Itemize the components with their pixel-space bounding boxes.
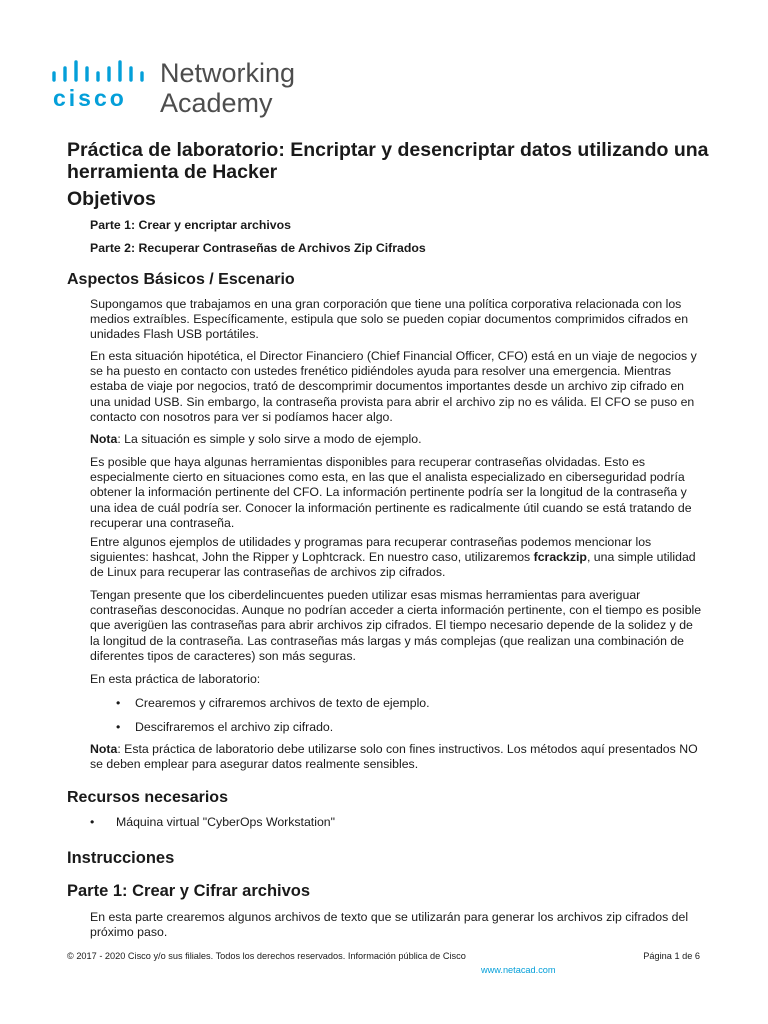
paragraph: En esta situación hipotética, el Director Financiero (Chief Financial Officer, CFO) está en un viaje de negocios y se ha puesto en contacto con ustedes frenético pidiéndoles ayuda para resolver una emergencia. Mientras estaba de viaje por negocios, trató de descomprimir documentos importantes desde un archivo zip cifrado en una unidad USB. Sin embargo, la contraseña provista para abrir el archivo zip no es válida. El CFO se puso en contacto con nosotros para ver si podíamos hacer algo. <box>90 349 697 424</box>
objectives-heading: Objetivos <box>67 188 156 210</box>
cisco-wordmark: cisco <box>53 85 127 111</box>
part1-heading: Parte 1: Crear y Cifrar archivos <box>67 882 311 900</box>
bullet-icon: • <box>116 696 121 710</box>
list-item-text: Crearemos y cifraremos archivos de texto de ejemplo. <box>135 696 430 710</box>
paragraph: Supongamos que trabajamos en una gran corporación que tiene una política corporativa relacionada con los medios extraíbles. Específicamente, estipula que solo se pueden copiar documentos comprimidos cifrados en unidades Flash USB portátiles. <box>90 297 689 342</box>
paragraph: Tengan presente que los ciberdelincuentes pueden utilizar esas mismas herramientas para averiguar contraseñas desconocidas. Aunque no podrían acceder a cierta información pertinente, con el tiempo es posible que averigüen las contraseñas para abrir archivos zip cifrados. El tiempo necesario depende de la solidez y de la longitud de la contraseña. Las contraseñas más largas y más complejas (que realizan una combinación de diferentes tipos de caracteres) son más seguras. <box>90 588 702 663</box>
cisco-bars-icon <box>52 60 148 82</box>
paragraph: En esta parte crearemos algunos archivos de texto que se utilizarán para generar los archivos zip cifrados del próximo paso. <box>90 910 689 940</box>
logo-academy-text: Academy <box>160 88 273 118</box>
footer-website-link[interactable]: www.netacad.com <box>481 965 556 975</box>
note-paragraph <box>90 742 702 772</box>
background-heading: Aspectos Básicos / Escenario <box>67 271 295 288</box>
objective-item: Parte 1: Crear y encriptar archivos <box>90 218 291 232</box>
note-label: Nota <box>90 742 118 756</box>
footer-page-number: Página 1 de 6 <box>643 951 700 961</box>
page-title: Práctica de laboratorio: Encriptar y desencriptar datos utilizando una herramienta de Hacker <box>67 139 709 183</box>
tool-name: fcrackzip <box>533 550 587 565</box>
paragraph <box>90 535 702 581</box>
paragraph: En esta práctica de laboratorio: <box>90 672 261 686</box>
logo-networking-text: Networking <box>160 58 296 88</box>
paragraph: Es posible que haya algunas herramientas disponibles para recuperar contraseñas olvidadas. Esto es especialmente cierto en situaciones como esta, en las que el analista especializado en ciberseguridad podría obtener la información pertinente del CFO. La información pertinente podría ser la longitud de la contraseña y una idea de cuál podría ser. Conocer la información pertinente es radicalmente útil cuando se está tratando de recuperar una contraseña. <box>90 455 692 530</box>
resources-heading: Recursos necesarios <box>67 789 228 806</box>
footer-copyright: © 2017 - 2020 Cisco y/o sus filiales. Todos los derechos reservados. Información pública de Cisco <box>67 951 466 961</box>
cisco-networking-academy-logo <box>52 58 312 118</box>
list-item-text: Máquina virtual "CyberOps Workstation" <box>116 815 336 829</box>
instructions-heading: Instrucciones <box>67 849 175 867</box>
objective-item: Parte 2: Recuperar Contraseñas de Archivos Zip Cifrados <box>90 241 426 255</box>
note-label: Nota <box>90 432 118 446</box>
list-item-text: Descifraremos el archivo zip cifrado. <box>135 720 334 734</box>
note-text: : La situación es simple y solo sirve a modo de ejemplo. <box>117 432 422 446</box>
paragraph-text: , una simple utilidad de Linux para recuperar las contraseñas de archivos zip cifrados. <box>90 550 696 580</box>
note-paragraph <box>90 432 702 447</box>
bullet-icon: • <box>90 815 95 829</box>
bullet-icon: • <box>116 720 121 734</box>
paragraph-text: Entre algunos ejemplos de utilidades y programas para recuperar contraseñas podemos mencionar los siguientes: hashcat, John the Ripper y Lophtcrack. En nuestro caso, utilizaremos <box>90 535 652 565</box>
note-text: : Esta práctica de laboratorio debe utilizarse solo con fines instructivos. Los métodos aquí presentados NO se deben emplear para asegurar datos realmente sensibles. <box>90 742 698 772</box>
